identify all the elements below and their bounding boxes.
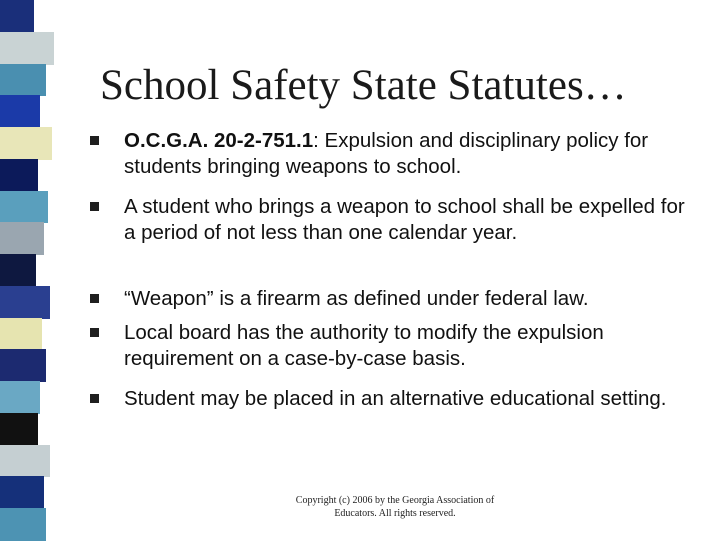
square-bullet-icon [90, 294, 99, 303]
stripe-segment [0, 159, 38, 192]
decorative-stripe-bar [0, 0, 66, 540]
stripe-segment [0, 381, 40, 414]
stripe-segment [0, 95, 40, 128]
stripe-segment [0, 318, 42, 351]
stripe-segment [0, 127, 52, 160]
copyright-footer [265, 494, 525, 520]
stripe-segment [0, 64, 46, 97]
stripe-segment [0, 413, 38, 446]
stripe-segment [0, 286, 50, 319]
stripe-segment [0, 0, 34, 33]
square-bullet-icon [90, 394, 99, 403]
stripe-segment [0, 508, 46, 541]
statute-code: O.C.G.A. 20-2-751.1 [124, 129, 314, 152]
stripe-segment [0, 32, 54, 65]
bullet-text: Student may be placed in an alternative educational setting. [124, 387, 667, 410]
bullet-text: Local board has the authority to modify the expulsion requirement on a case-by-case basis. [124, 321, 604, 370]
stripe-segment [0, 349, 46, 382]
bullet-text: A student who brings a weapon to school shall be expelled for a period of not less than one calendar year. [124, 195, 685, 244]
square-bullet-icon [90, 202, 99, 211]
bullet-text: “Weapon” is a firearm as defined under federal law. [124, 287, 589, 310]
stripe-segment [0, 445, 50, 478]
slide-title: School Safety State Statutes… [100, 62, 627, 109]
bullet-text [124, 128, 694, 180]
stripe-segment [0, 191, 48, 224]
bullet-body: : Expulsion and disciplinary policy for students bringing weapons to school. [124, 129, 649, 178]
footer-line: Copyright (c) 2006 by the Georgia Association of [295, 495, 495, 506]
square-bullet-icon [90, 328, 99, 337]
footer-line: Educators. All rights reserved. [334, 508, 456, 519]
stripe-segment [0, 476, 44, 509]
stripe-segment [0, 254, 36, 287]
square-bullet-icon [90, 136, 99, 145]
stripe-segment [0, 222, 44, 255]
